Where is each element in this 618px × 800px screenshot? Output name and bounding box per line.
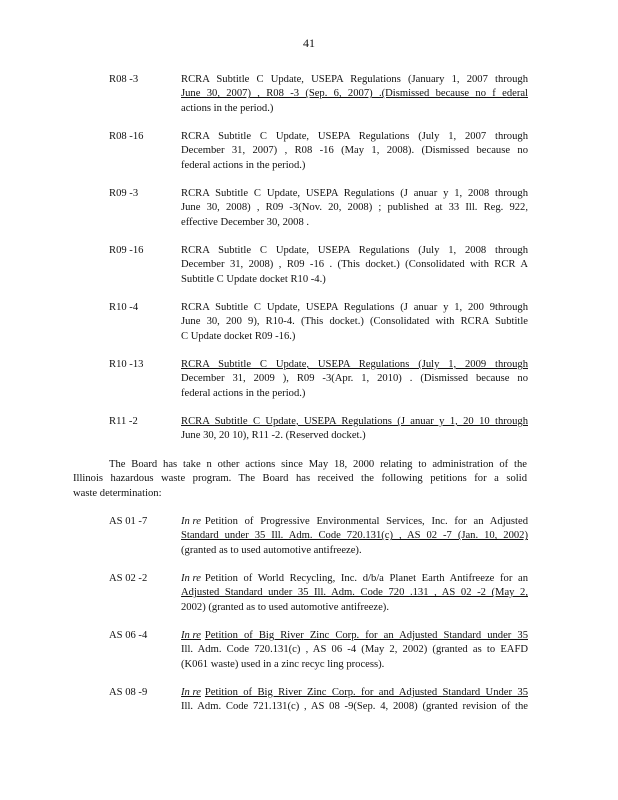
description-line: Standard under 35 Ill. Adm. Code 720.131(c) , AS 02 -7 (Jan. 10, 2002) xyxy=(181,530,528,542)
paragraph-line: waste determination: xyxy=(73,487,162,499)
description-line: C Update docket R09 -16.) xyxy=(181,330,296,342)
description-line xyxy=(181,686,528,700)
docket-number: AS 06 -4 xyxy=(109,630,148,641)
in-re-label: In re xyxy=(181,573,201,584)
description-line: RCRA Subtitle C Update, USEPA Regulations (J anuar y 1, 20 10 through xyxy=(181,416,528,427)
description-line xyxy=(181,629,528,643)
petition-description xyxy=(181,686,528,715)
docket-number: R10 -13 xyxy=(109,359,144,370)
description-line: December 31, 2009 ), R09 -3(Apr. 1, 2010) . (Dismissed because no xyxy=(181,373,528,385)
docket-description xyxy=(181,415,528,444)
docket-number: R09 -16 xyxy=(109,245,144,256)
docket-description xyxy=(181,130,528,173)
description-line: actions in the period.) xyxy=(181,102,274,114)
docket-description xyxy=(181,244,528,287)
docket-number: AS 02 -2 xyxy=(109,573,148,584)
petition-description xyxy=(181,629,528,672)
description-line: federal actions in the period.) xyxy=(181,387,306,399)
docket-number: R10 -4 xyxy=(109,302,139,313)
description-line xyxy=(181,515,528,529)
docket-number: AS 01 -7 xyxy=(109,516,148,527)
description-line: June 30, 200 9), R10-4. (This docket.) (Consolidated with RCRA Subtitle xyxy=(181,316,528,328)
description-text: Petition of Big River Zinc Corp. for and Adjusted Standard Under 35 xyxy=(204,687,528,698)
description-line: Ill. Adm. Code 721.131(c) , AS 08 -9(Sep. 4, 2008) (granted revision of the xyxy=(181,701,528,713)
description-line: (granted as to used automotive antifreeze). xyxy=(181,544,362,556)
docket-number: R08 -3 xyxy=(109,74,139,85)
docket-number: R08 -16 xyxy=(109,131,144,142)
description-line: effective December 30, 2008 . xyxy=(181,216,310,228)
petition-description xyxy=(181,572,528,615)
body-paragraph xyxy=(73,458,527,501)
description-line: RCRA Subtitle C Update, USEPA Regulations (July 1, 2009 through xyxy=(181,359,528,370)
description-line: December 31, 2007) , R08 -16 (May 1, 2008). (Dismissed because no xyxy=(181,145,528,157)
description-line: December 31, 2008) , R09 -16 . (This docket.) (Consolidated with RCR A xyxy=(181,259,528,271)
docket-number: AS 08 -9 xyxy=(109,687,148,698)
description-line: federal actions in the period.) xyxy=(181,159,306,171)
description-line: RCRA Subtitle C Update, USEPA Regulations (July 1, 2008 through xyxy=(181,245,528,256)
description-line: RCRA Subtitle C Update, USEPA Regulations (J anuar y 1, 2008 through xyxy=(181,188,528,199)
docket-number: R09 -3 xyxy=(109,188,139,199)
description-text: Petition of Big River Zinc Corp. for an Adjusted Standard under 35 xyxy=(204,630,528,641)
description-line: (K061 waste) used in a zinc recyc ling process). xyxy=(181,658,385,670)
paragraph-line: The Board has take n other actions since May 18, 2000 relating to administration of the xyxy=(109,459,527,470)
petition-description xyxy=(181,515,528,558)
description-line: June 30, 2008) , R09 -3(Nov. 20, 2008) ; published at 33 Ill. Reg. 922, xyxy=(181,202,528,214)
docket-description xyxy=(181,187,528,230)
paragraph-line: Illinois hazardous waste program. The Board has received the following petitions for a solid xyxy=(73,473,527,485)
page-number: 41 xyxy=(303,36,315,50)
in-re-label: In re xyxy=(181,516,201,527)
docket-description xyxy=(181,301,528,344)
in-re-label: In re xyxy=(181,630,201,641)
description-line: Ill. Adm. Code 720.131(c) , AS 06 -4 (May 2, 2002) (granted as to EAFD xyxy=(181,644,528,656)
description-line: Adjusted Standard under 35 Ill. Adm. Code 720 .131 , AS 02 -2 (May 2, xyxy=(181,587,528,599)
description-line: Subtitle C Update docket R10 -4.) xyxy=(181,273,326,285)
description-text: Petition of World Recycling, Inc. d/b/a Planet Earth Antifreeze for an xyxy=(204,573,528,584)
description-line: 2002) (granted as to used automotive antifreeze). xyxy=(181,601,389,613)
description-line: RCRA Subtitle C Update, USEPA Regulations (January 1, 2007 through xyxy=(181,74,528,85)
description-line: RCRA Subtitle C Update, USEPA Regulations (July 1, 2007 through xyxy=(181,131,528,142)
docket-description xyxy=(181,358,528,401)
docket-description xyxy=(181,73,528,116)
description-line: June 30, 20 10), R11 -2. (Reserved docket.) xyxy=(181,430,366,442)
description-text: Petition of Progressive Environmental Services, Inc. for an Adjusted xyxy=(204,516,528,527)
description-line xyxy=(181,572,528,586)
description-line: June 30, 2007) , R08 -3 (Sep. 6, 2007) .(Dismissed because no f ederal xyxy=(181,88,528,100)
in-re-label: In re xyxy=(181,687,201,698)
docket-number: R11 -2 xyxy=(109,416,138,427)
description-line: RCRA Subtitle C Update, USEPA Regulations (J anuar y 1, 200 9through xyxy=(181,302,528,313)
